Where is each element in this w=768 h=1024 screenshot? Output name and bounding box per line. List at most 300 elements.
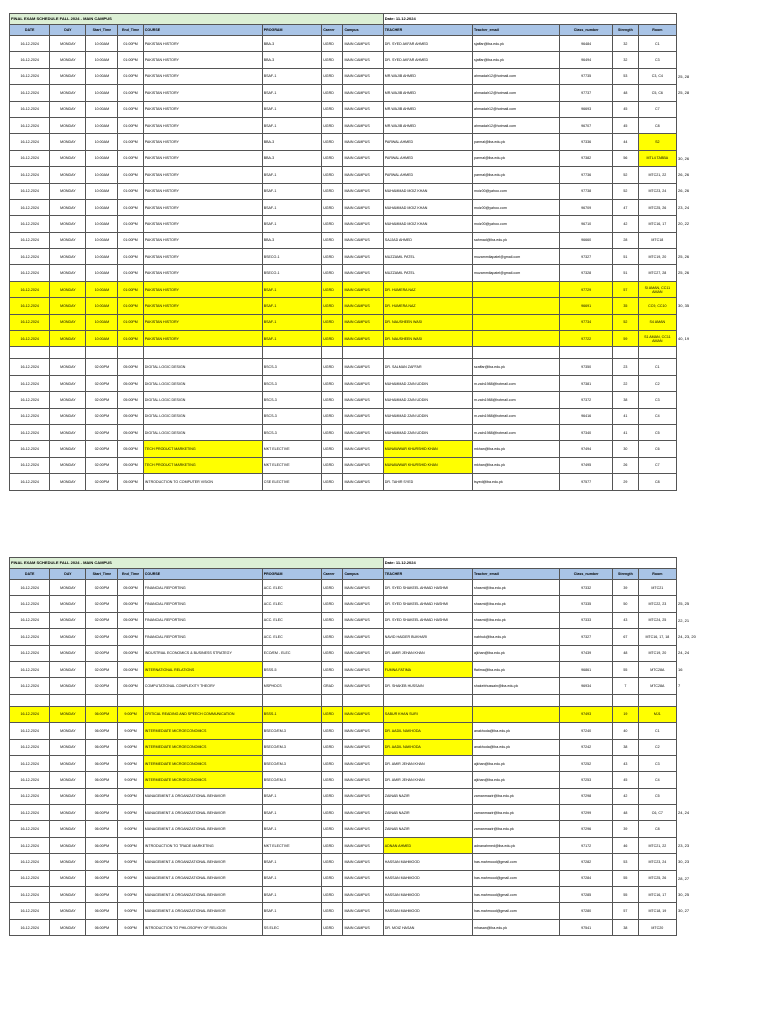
start-time-cell: 06:00PM: [86, 755, 118, 771]
strength-cell: 55: [613, 887, 638, 903]
date-cell: 16-12-2024: [10, 216, 50, 232]
teacher-cell: MR.WAJIB AHMED: [383, 117, 472, 133]
teacher-email-cell: sahmad@iba.edu.pk: [473, 232, 560, 248]
career-cell: UGRD: [322, 134, 343, 150]
campus-cell: MAIN CAMPUS: [343, 408, 383, 424]
course-cell: INTERMEDIATE MICROECONOMICS: [143, 755, 262, 771]
career-cell: UGRD: [322, 85, 343, 101]
date-cell: 16-12-2024: [10, 678, 50, 694]
teacher-email-cell: shakebhussain@iba.edu.pk: [473, 678, 560, 694]
teacher-cell: HASSAN MAHMOOD: [383, 854, 472, 870]
room-cell: MTC21, 22: [638, 167, 676, 183]
campus-cell: MAIN CAMPUS: [343, 580, 383, 596]
end-time-cell: 01:00PM: [118, 232, 143, 248]
course-cell: INTERMEDIATE MICROECONOMICS: [143, 723, 262, 739]
room-split-note: 30, 27: [678, 908, 690, 914]
program-cell: BBA-3: [262, 232, 321, 248]
teacher-cell: HASSAN MAHMOOD: [383, 903, 472, 919]
class-number-cell: 97495: [560, 457, 613, 473]
program-cell: BSECO/EM-3: [262, 772, 321, 788]
teacher-email-cell: mhasan@iba.edu.pk: [473, 919, 560, 935]
career-cell: UGRD: [322, 887, 343, 903]
end-time-cell: 9:00PM: [118, 821, 143, 837]
start-time-cell: 10:00AM: [86, 281, 118, 297]
room-cell: MTC28A: [638, 678, 676, 694]
teacher-email-cell: zamanmazir@iba.edu.pk: [473, 821, 560, 837]
day-cell: MONDAY: [50, 706, 86, 722]
course-cell: INTERMEDIATE MICROECONOMICS: [143, 739, 262, 755]
program-cell: BBA-3: [262, 52, 321, 68]
date-cell: 16-12-2024: [10, 706, 50, 722]
column-header: Campus: [343, 25, 383, 36]
start-time-cell: 02:00PM: [86, 457, 118, 473]
course-cell: PAKISTAN HISTORY: [143, 249, 262, 265]
room-cell: C5: [638, 788, 676, 804]
course-cell: PAKISTAN HISTORY: [143, 232, 262, 248]
course-cell: PAKISTAN HISTORY: [143, 281, 262, 297]
room-cell: C4: [638, 772, 676, 788]
strength-cell: 39: [613, 821, 638, 837]
table-header-row: [10, 569, 677, 580]
career-cell: UGRD: [322, 117, 343, 133]
strength-cell: 45: [613, 101, 638, 117]
campus-cell: MAIN CAMPUS: [343, 216, 383, 232]
teacher-email-cell: zamanmazir@iba.edu.pk: [473, 805, 560, 821]
strength-cell: 32: [613, 36, 638, 52]
table-row: [10, 837, 677, 853]
room-split-note: 22, 21: [678, 617, 690, 623]
program-cell: BSAF-1: [262, 216, 321, 232]
teacher-cell: MR.WAJIB AHMED: [383, 85, 472, 101]
room-cell: MTC21: [638, 580, 676, 596]
start-time-cell: 06:00PM: [86, 887, 118, 903]
teacher-cell: MUHAMMAD MOIZ KHAN: [383, 216, 472, 232]
day-cell: MONDAY: [50, 331, 86, 347]
program-cell: BSECO-1: [262, 265, 321, 281]
day-cell: MONDAY: [50, 117, 86, 133]
career-cell: UGRD: [322, 821, 343, 837]
end-time-cell: 9:00PM: [118, 837, 143, 853]
column-header: Career: [322, 25, 343, 36]
start-time-cell: 02:00PM: [86, 580, 118, 596]
career-cell: UGRD: [322, 772, 343, 788]
room-cell: S2: [638, 134, 676, 150]
teacher-cell: DR. AADIL NAKHODA: [383, 739, 472, 755]
day-cell: MONDAY: [50, 580, 86, 596]
campus-cell: MAIN CAMPUS: [343, 854, 383, 870]
campus-cell: MAIN CAMPUS: [343, 441, 383, 457]
course-cell: MANAGEMENT & ORGANIZATIONAL BEHAVIOR: [143, 854, 262, 870]
class-number-cell: 97335: [560, 596, 613, 612]
campus-cell: MAIN CAMPUS: [343, 788, 383, 804]
teacher-email-cell: m.zain1988@hotmail.com: [473, 408, 560, 424]
career-cell: UGRD: [322, 870, 343, 886]
date-cell: 16-12-2024: [10, 101, 50, 117]
end-time-cell: 01:00PM: [118, 117, 143, 133]
start-time-cell: 02:00PM: [86, 661, 118, 677]
table-row: [10, 117, 677, 133]
strength-cell: 45: [613, 117, 638, 133]
class-number-cell: 96494: [560, 52, 613, 68]
day-cell: MONDAY: [50, 661, 86, 677]
spacer-row: [10, 347, 677, 359]
start-time-cell: 10:00AM: [86, 101, 118, 117]
date-cell: 16-12-2024: [10, 441, 50, 457]
start-time-cell: 10:00AM: [86, 265, 118, 281]
date-cell: 16-12-2024: [10, 183, 50, 199]
date-cell: 16-12-2024: [10, 870, 50, 886]
end-time-cell: 05:00PM: [118, 596, 143, 612]
class-number-cell: 97333: [560, 612, 613, 628]
start-time-cell: 02:00PM: [86, 474, 118, 490]
career-cell: UGRD: [322, 441, 343, 457]
course-cell: DIGITAL LOGIC DESIGN: [143, 375, 262, 391]
teacher-cell: DR. AMIR JEHAN KHAN: [383, 772, 472, 788]
table-row: [10, 629, 677, 645]
day-cell: MONDAY: [50, 314, 86, 330]
end-time-cell: 01:00PM: [118, 167, 143, 183]
career-cell: UGRD: [322, 661, 343, 677]
teacher-cell: DR. AMIR JEHAN KHAN: [383, 755, 472, 771]
class-number-cell: 97253: [560, 772, 613, 788]
start-time-cell: 06:00PM: [86, 788, 118, 804]
table-row: [10, 706, 677, 722]
end-time-cell: 9:00PM: [118, 805, 143, 821]
column-header: Strength: [613, 25, 638, 36]
campus-cell: MAIN CAMPUS: [343, 36, 383, 52]
start-time-cell: 10:00AM: [86, 36, 118, 52]
date-cell: 16-12-2024: [10, 117, 50, 133]
room-cell: S1 AMAN, CC11 AMAN: [638, 331, 676, 347]
room-split-note: 25, 28: [678, 89, 690, 95]
room-cell: MTC23, 24: [638, 183, 676, 199]
end-time-cell: 05:00PM: [118, 629, 143, 645]
table-row: [10, 52, 677, 68]
date-cell: 16-12-2024: [10, 392, 50, 408]
class-number-cell: 97493: [560, 706, 613, 722]
strength-cell: 30: [613, 441, 638, 457]
strength-cell: 57: [613, 281, 638, 297]
table-row: [10, 755, 677, 771]
room-cell: MTC23, 24: [638, 854, 676, 870]
program-cell: MKT ELECTIVE: [262, 837, 321, 853]
start-time-cell: 02:00PM: [86, 359, 118, 375]
day-cell: MONDAY: [50, 739, 86, 755]
date-cell: 16-12-2024: [10, 854, 50, 870]
campus-cell: MAIN CAMPUS: [343, 887, 383, 903]
class-number-cell: 96693: [560, 101, 613, 117]
day-cell: MONDAY: [50, 805, 86, 821]
teacher-email-cell: muzammilapatel@gmail.com: [473, 249, 560, 265]
program-cell: SS ELEC: [262, 919, 321, 935]
career-cell: UGRD: [322, 281, 343, 297]
strength-cell: 48: [613, 645, 638, 661]
career-cell: UGRD: [322, 392, 343, 408]
program-cell: BSECO/EM-3: [262, 755, 321, 771]
career-cell: UGRD: [322, 36, 343, 52]
strength-cell: 22: [613, 375, 638, 391]
room-cell: MTC20: [638, 919, 676, 935]
teacher-cell: DR. SHAKEB HUSSAIN: [383, 678, 472, 694]
date-cell: 16-12-2024: [10, 596, 50, 612]
room-cell: CC9, CC10: [638, 298, 676, 314]
column-header: Strength: [613, 569, 638, 580]
day-cell: MONDAY: [50, 788, 86, 804]
table-row: [10, 392, 677, 408]
date-cell: 16-12-2024: [10, 612, 50, 628]
course-cell: PAKISTAN HISTORY: [143, 216, 262, 232]
career-cell: UGRD: [322, 629, 343, 645]
program-cell: BSCS-3: [262, 424, 321, 440]
teacher-email-cell: moiz00@yahoo.com: [473, 183, 560, 199]
course-cell: INDUSTRIAL ECONOMICS & BUSINESS STRATEGY: [143, 645, 262, 661]
campus-cell: MAIN CAMPUS: [343, 723, 383, 739]
teacher-cell: MR.WAJIB AHMED: [383, 101, 472, 117]
teacher-cell: DR. NAUSHEEN WASI: [383, 331, 472, 347]
program-cell: BSAF-1: [262, 199, 321, 215]
course-cell: INTRODUCTION TO TRADE MARKETING: [143, 837, 262, 853]
teacher-cell: SABUR KHAN SURI: [383, 706, 472, 722]
class-number-cell: 97172: [560, 837, 613, 853]
room-split-note: 30, 26: [678, 155, 690, 161]
teacher-cell: ADNAN AHMED: [383, 837, 472, 853]
teacher-email-cell: [473, 331, 560, 347]
strength-cell: 51: [613, 265, 638, 281]
day-cell: MONDAY: [50, 919, 86, 935]
course-cell: DIGITAL LOGIC DESIGN: [143, 359, 262, 375]
room-split-note: 28, 27: [678, 875, 690, 881]
course-cell: INTERMEDIATE MICROECONOMICS: [143, 772, 262, 788]
start-time-cell: 10:00AM: [86, 216, 118, 232]
campus-cell: MAIN CAMPUS: [343, 375, 383, 391]
table-row: [10, 281, 677, 297]
teacher-email-cell: ahmadalr12@hotmail.com: [473, 68, 560, 84]
start-time-cell: 10:00AM: [86, 68, 118, 84]
teacher-email-cell: ahmadalr12@hotmail.com: [473, 117, 560, 133]
date-cell: 16-12-2024: [10, 331, 50, 347]
table-row: [10, 68, 677, 84]
room-split-note: 25, 26: [678, 253, 690, 259]
strength-cell: 7: [613, 678, 638, 694]
end-time-cell: 01:00PM: [118, 265, 143, 281]
table-row: [10, 870, 677, 886]
teacher-cell: HASSAN MAHMOOD: [383, 870, 472, 886]
career-cell: UGRD: [322, 645, 343, 661]
column-header: Class_number: [560, 25, 613, 36]
day-cell: MONDAY: [50, 298, 86, 314]
room-split-note: 25, 28: [678, 73, 690, 79]
end-time-cell: 9:00PM: [118, 755, 143, 771]
date-cell: 16-12-2024: [10, 68, 50, 84]
career-cell: UGRD: [322, 755, 343, 771]
start-time-cell: 10:00AM: [86, 249, 118, 265]
class-number-cell: 97332: [560, 580, 613, 596]
program-cell: BSAF-1: [262, 788, 321, 804]
course-cell: MANAGEMENT & ORGANIZATIONAL BEHAVIOR: [143, 870, 262, 886]
room-cell: MTC16, 17: [638, 216, 676, 232]
strength-cell: 57: [613, 903, 638, 919]
start-time-cell: 06:00PM: [86, 739, 118, 755]
date-cell: 16-12-2024: [10, 645, 50, 661]
end-time-cell: 05:00PM: [118, 612, 143, 628]
career-cell: UGRD: [322, 52, 343, 68]
program-cell: ACC. ELEC: [262, 612, 321, 628]
room-cell: C5: [638, 424, 676, 440]
table-row: [10, 596, 677, 612]
table-row: [10, 805, 677, 821]
day-cell: MONDAY: [50, 101, 86, 117]
teacher-cell: PARWAL AHMED: [383, 167, 472, 183]
teacher-cell: MUHAMMAD ZAIN UDDIN: [383, 424, 472, 440]
strength-cell: 52: [613, 167, 638, 183]
teacher-email-cell: ahmadalr12@hotmail.com: [473, 85, 560, 101]
campus-cell: MAIN CAMPUS: [343, 298, 383, 314]
table-row: [10, 903, 677, 919]
course-cell: PAKISTAN HISTORY: [143, 52, 262, 68]
strength-cell: 46: [613, 837, 638, 853]
class-number-cell: 97372: [560, 392, 613, 408]
start-time-cell: 02:00PM: [86, 392, 118, 408]
date-cell: 16-12-2024: [10, 134, 50, 150]
end-time-cell: 01:00PM: [118, 85, 143, 101]
program-cell: BSAF-1: [262, 903, 321, 919]
day-cell: MONDAY: [50, 52, 86, 68]
class-number-cell: 96707: [560, 117, 613, 133]
career-cell: UGRD: [322, 314, 343, 330]
end-time-cell: 01:00PM: [118, 216, 143, 232]
campus-cell: MAIN CAMPUS: [343, 919, 383, 935]
course-cell: MANAGEMENT & ORGANIZATIONAL BEHAVIOR: [143, 805, 262, 821]
class-number-cell: 96934: [560, 678, 613, 694]
teacher-email-cell: ffatima@iba.edu.pk: [473, 661, 560, 677]
end-time-cell: 05:00PM: [118, 424, 143, 440]
day-cell: MONDAY: [50, 216, 86, 232]
date-cell: 16-12-2024: [10, 739, 50, 755]
table-row: [10, 661, 677, 677]
teacher-email-cell: shasmi@iba.edu.pk: [473, 596, 560, 612]
teacher-email-cell: [473, 281, 560, 297]
end-time-cell: 9:00PM: [118, 870, 143, 886]
course-cell: PAKISTAN HISTORY: [143, 331, 262, 347]
program-cell: BSAF-1: [262, 101, 321, 117]
table-row: [10, 298, 677, 314]
table-row: [10, 265, 677, 281]
end-time-cell: 01:00PM: [118, 150, 143, 166]
column-header: Room: [638, 569, 676, 580]
teacher-email-cell: m.zain1988@hotmail.com: [473, 392, 560, 408]
strength-cell: 50: [613, 596, 638, 612]
room-cell: SI AMAN, CC11 AMAN: [638, 281, 676, 297]
day-cell: MONDAY: [50, 821, 86, 837]
day-cell: MONDAY: [50, 265, 86, 281]
room-cell: C8: [638, 821, 676, 837]
start-time-cell: 02:00PM: [86, 424, 118, 440]
day-cell: MONDAY: [50, 903, 86, 919]
date-cell: 16-12-2024: [10, 474, 50, 490]
class-number-cell: 97736: [560, 167, 613, 183]
career-cell: UGRD: [322, 854, 343, 870]
class-number-cell: 97327: [560, 629, 613, 645]
day-cell: MONDAY: [50, 457, 86, 473]
table-row: [10, 314, 677, 330]
course-cell: PAKISTAN HISTORY: [143, 117, 262, 133]
room-cell: MTC27, 28: [638, 265, 676, 281]
teacher-email-cell: nabhuk@iba.edu.pk: [473, 629, 560, 645]
career-cell: UGRD: [322, 788, 343, 804]
teacher-email-cell: sjaffar@iba.edu.pk: [473, 52, 560, 68]
program-cell: BSCS-3: [262, 392, 321, 408]
career-cell: UGRD: [322, 232, 343, 248]
program-cell: CSE ELECTIVE: [262, 474, 321, 490]
room-cell: C6, C7: [638, 805, 676, 821]
program-cell: BBA-3: [262, 150, 321, 166]
end-time-cell: 05:00PM: [118, 661, 143, 677]
career-cell: UGRD: [322, 183, 343, 199]
date-cell: 16-12-2024: [10, 805, 50, 821]
class-number-cell: 97240: [560, 723, 613, 739]
room-split-note: 7: [678, 683, 681, 689]
campus-cell: MAIN CAMPUS: [343, 281, 383, 297]
room-split-note: 26, 26: [678, 188, 690, 194]
date-cell: 16-12-2024: [10, 249, 50, 265]
career-cell: UGRD: [322, 375, 343, 391]
course-cell: FINANCIAL REPORTING: [143, 629, 262, 645]
table-row: [10, 101, 677, 117]
date-cell: 16-12-2024: [10, 375, 50, 391]
start-time-cell: 02:00PM: [86, 596, 118, 612]
teacher-cell: NAVID HAIDER BUKHARI: [383, 629, 472, 645]
start-time-cell: 02:00PM: [86, 375, 118, 391]
course-cell: FINANCIAL REPORTING: [143, 580, 262, 596]
teacher-email-cell: m.zain1988@hotmail.com: [473, 375, 560, 391]
program-cell: BSAF-1: [262, 821, 321, 837]
end-time-cell: 01:00PM: [118, 183, 143, 199]
strength-cell: 67: [613, 629, 638, 645]
date-cell: 16-12-2024: [10, 457, 50, 473]
column-header: COURSE: [143, 569, 262, 580]
date-cell: 16-12-2024: [10, 772, 50, 788]
class-number-cell: 97735: [560, 68, 613, 84]
course-cell: CRITICAL READING AND SPEECH COMMUNICATION: [143, 706, 262, 722]
course-cell: PAKISTAN HISTORY: [143, 167, 262, 183]
program-cell: BSAF-1: [262, 854, 321, 870]
column-header: COURSE: [143, 25, 262, 36]
start-time-cell: 02:00PM: [86, 408, 118, 424]
date-cell: 16-12-2024: [10, 52, 50, 68]
teacher-cell: DR. SYED AKFAR AHMED: [383, 52, 472, 68]
table-row: [10, 441, 677, 457]
room-cell: C3: [638, 392, 676, 408]
table-row: [10, 678, 677, 694]
course-cell: INTRODUCTION TO COMPUTER VISION: [143, 474, 262, 490]
start-time-cell: 10:00AM: [86, 117, 118, 133]
teacher-cell: MUNAWWAR KHURSHID KHAN: [383, 441, 472, 457]
column-header: PROGRAM: [262, 25, 321, 36]
class-number-cell: 97296: [560, 821, 613, 837]
campus-cell: MAIN CAMPUS: [343, 101, 383, 117]
program-cell: MKT ELECTIVE: [262, 441, 321, 457]
start-time-cell: 10:00AM: [86, 183, 118, 199]
end-time-cell: 9:00PM: [118, 887, 143, 903]
strength-cell: 19: [613, 706, 638, 722]
day-cell: MONDAY: [50, 629, 86, 645]
career-cell: UGRD: [322, 359, 343, 375]
teacher-cell: DR. HUMERA NAZ: [383, 281, 472, 297]
course-cell: INTERNATIONAL RELATIONS: [143, 661, 262, 677]
column-header: End_Time: [118, 25, 143, 36]
date-cell: 16-12-2024: [10, 167, 50, 183]
career-cell: UGRD: [322, 68, 343, 84]
